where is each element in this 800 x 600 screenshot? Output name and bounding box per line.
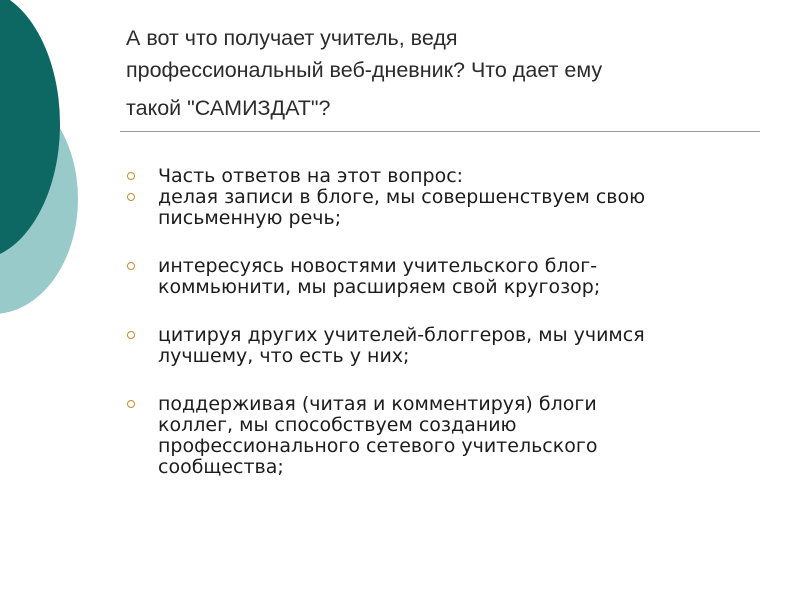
bullet-line: письменную речь;: [158, 207, 342, 229]
bullet-icon: [127, 262, 135, 270]
bullet-line: интересуясь новостями учительского блог-: [158, 255, 598, 277]
bullet-item: [124, 256, 764, 298]
bullet-line: поддерживая (читая и комментируя) блоги: [158, 393, 597, 415]
bullet-text: [158, 394, 764, 478]
bullet-icon: [127, 400, 135, 408]
slide-title: [126, 22, 766, 124]
bullet-item: [124, 325, 764, 367]
bullet-line: лучшему, что есть у них;: [158, 345, 410, 367]
bullet-text: [158, 166, 764, 187]
bullet-icon: [127, 172, 135, 180]
bullet-line: коммьюнити, мы расширяем свой кругозор;: [158, 276, 601, 298]
bullet-item: [124, 394, 764, 478]
bullet-line: Часть ответов на этот вопрос:: [158, 165, 464, 187]
bullet-line: коллег, мы способствуем созданию: [158, 414, 517, 436]
title-divider: [120, 131, 760, 132]
bullet-item: [124, 187, 764, 229]
bullet-text: [158, 325, 764, 367]
bullet-icon: [127, 331, 135, 339]
bullet-item: [124, 166, 764, 187]
bullet-line: цитируя других учителей-блоггеров, мы учимся: [158, 324, 645, 346]
title-line: профессиональный веб-дневник? Что дает ему: [126, 58, 603, 82]
bullet-text: [158, 256, 764, 298]
title-line: такой "САМИЗДАТ"?: [126, 96, 331, 120]
bullet-line: сообщества;: [158, 456, 284, 478]
bullet-line: профессионального сетевого учительского: [158, 435, 598, 457]
bullet-text: [158, 187, 764, 229]
bullet-list: [124, 166, 764, 478]
bullet-icon: [127, 193, 135, 201]
bullet-line: делая записи в блоге, мы совершенствуем свою: [158, 186, 646, 208]
title-line: А вот что получает учитель, ведя: [126, 26, 458, 50]
